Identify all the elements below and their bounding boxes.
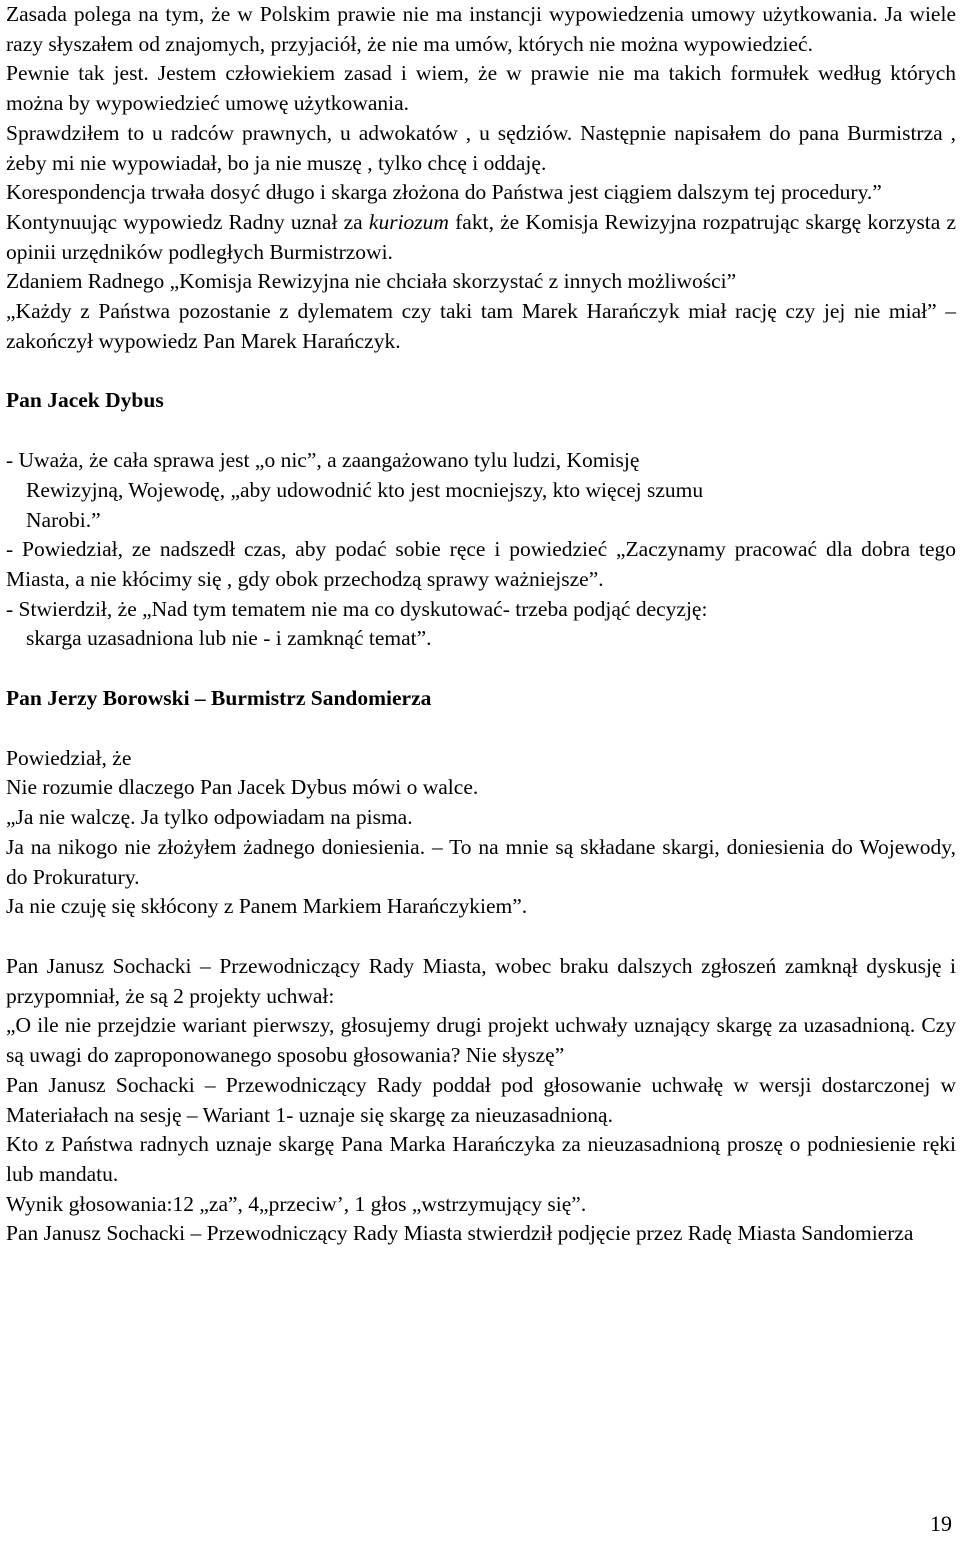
text-run: Kontynuując wypowiedz Radny uznał za — [6, 209, 369, 234]
list-item-line: Narobi.” — [26, 507, 101, 532]
list-item: - Powiedział, ze nadszedł czas, aby podać sobie ręce i powiedzieć „Zaczynamy pracować dla dobra tego Miasta, a nie kłócimy się , gdy obok przechodzą sprawy ważniejsze”. — [6, 537, 956, 591]
paragraph: Ja nie czuję się skłócony z Panem Markiem Harańczykiem”. — [6, 894, 528, 919]
paragraph: Pan Janusz Sochacki – Przewodniczący Rady Miasta stwierdził podjęcie przez Radę Miasta Sandomierza — [6, 1221, 914, 1246]
list-item-line: Rewizyjną, Wojewodę, „aby udowodnić kto jest mocniejszy, kto więcej szumu — [26, 477, 704, 502]
italic-term: kuriozum — [368, 209, 449, 234]
text-run: fakt, że Komisja Rewizyjna rozpatrując skargę korzysta z opinii urzędników podległych Burmistrzowi. — [6, 209, 956, 264]
paragraph: „O ile nie przejdzie wariant pierwszy, głosujemy drugi projekt uchwały uznający skargę za uzasadnioną. Czy są uwagi do zaproponowanego sposobu głosowania? Nie słyszę” — [6, 1013, 956, 1068]
section-heading-borowski: Pan Jerzy Borowski – Burmistrz Sandomierza — [6, 686, 432, 711]
paragraph: Kto z Państwa radnych uznaje skargę Pana Marka Harańczyka za nieuzasadnioną proszę o podniesienie ręki lub mandatu. — [6, 1132, 956, 1186]
list-item-line: skarga uzasadniona lub nie - i zamknąć temat”. — [26, 626, 432, 651]
paragraph: „Każdy z Państwa pozostanie z dylematem czy taki tam Marek Harańczyk miał rację czy jej nie miał” – zakończył wypowiedz Pan Marek Harańczyk. — [6, 299, 956, 353]
paragraph: Korespondencja trwała dosyć długo i skarga złożona do Państwa jest ciągiem dalszym tej procedury.” — [6, 180, 882, 205]
paragraph: Pan Janusz Sochacki – Przewodniczący Rady Miasta, wobec braku dalszych zgłoszeń zamknął dyskusję i przypomniał, że są 2 projekty uchwał: — [6, 953, 956, 1008]
section-heading-dybus: Pan Jacek Dybus — [6, 388, 164, 413]
paragraph: Pewnie tak jest. Jestem człowiekiem zasad i wiem, że w prawie nie ma takich formułek według których można by wypowiedzieć umowę użytkowania. — [6, 61, 956, 116]
paragraph: Sprawdziłem to u radców prawnych, u adwokatów , u sędziów. Następnie napisałem do pana Burmistrza , żeby mi nie wypowiadał, bo ja nie muszę , tylko chcę i oddaję. — [6, 120, 956, 175]
paragraph: „Ja nie walczę. Ja tylko odpowiadam na pisma. — [6, 805, 413, 830]
paragraph-kontynuujac — [6, 208, 956, 267]
list-item-line: - Uważa, że cała sprawa jest „o nic”, a zaangażowano tylu ludzi, Komisję — [6, 448, 640, 473]
paragraph: Ja na nikogo nie złożyłem żadnego doniesienia. – To na mnie są składane skargi, doniesienia do Wojewody, do Prokuratury. — [6, 834, 956, 889]
paragraph: Wynik głosowania:12 „za”, 4„przeciw’, 1 głos „wstrzymujący się”. — [6, 1191, 587, 1216]
paragraph: Pan Janusz Sochacki – Przewodniczący Rady poddał pod głosowanie uchwałę w wersji dostarczonej w Materiałach na sesję – Wariant 1- uznaje się skargę za nieuzasadnioną. — [6, 1072, 956, 1127]
document-page — [6, 0, 956, 1249]
paragraph: Zasada polega na tym, że w Polskim prawie nie ma instancji wypowiedzenia umowy użytkowania. Ja wiele razy słyszałem od znajomych, przyjaciół, że nie ma umów, których nie można wypowiedzieć. — [6, 2, 956, 56]
paragraph: Nie rozumie dlaczego Pan Jacek Dybus mówi o walce. — [6, 775, 479, 800]
list-item-line: - Stwierdził, że „Nad tym tematem nie ma co dyskutować- trzeba podjąć decyzję: — [6, 596, 708, 621]
paragraph: Zdaniem Radnego „Komisja Rewizyjna nie chciała skorzystać z innych możliwości” — [6, 269, 737, 294]
paragraph: Powiedział, że — [6, 745, 132, 770]
page-number: 19 — [930, 1511, 952, 1536]
